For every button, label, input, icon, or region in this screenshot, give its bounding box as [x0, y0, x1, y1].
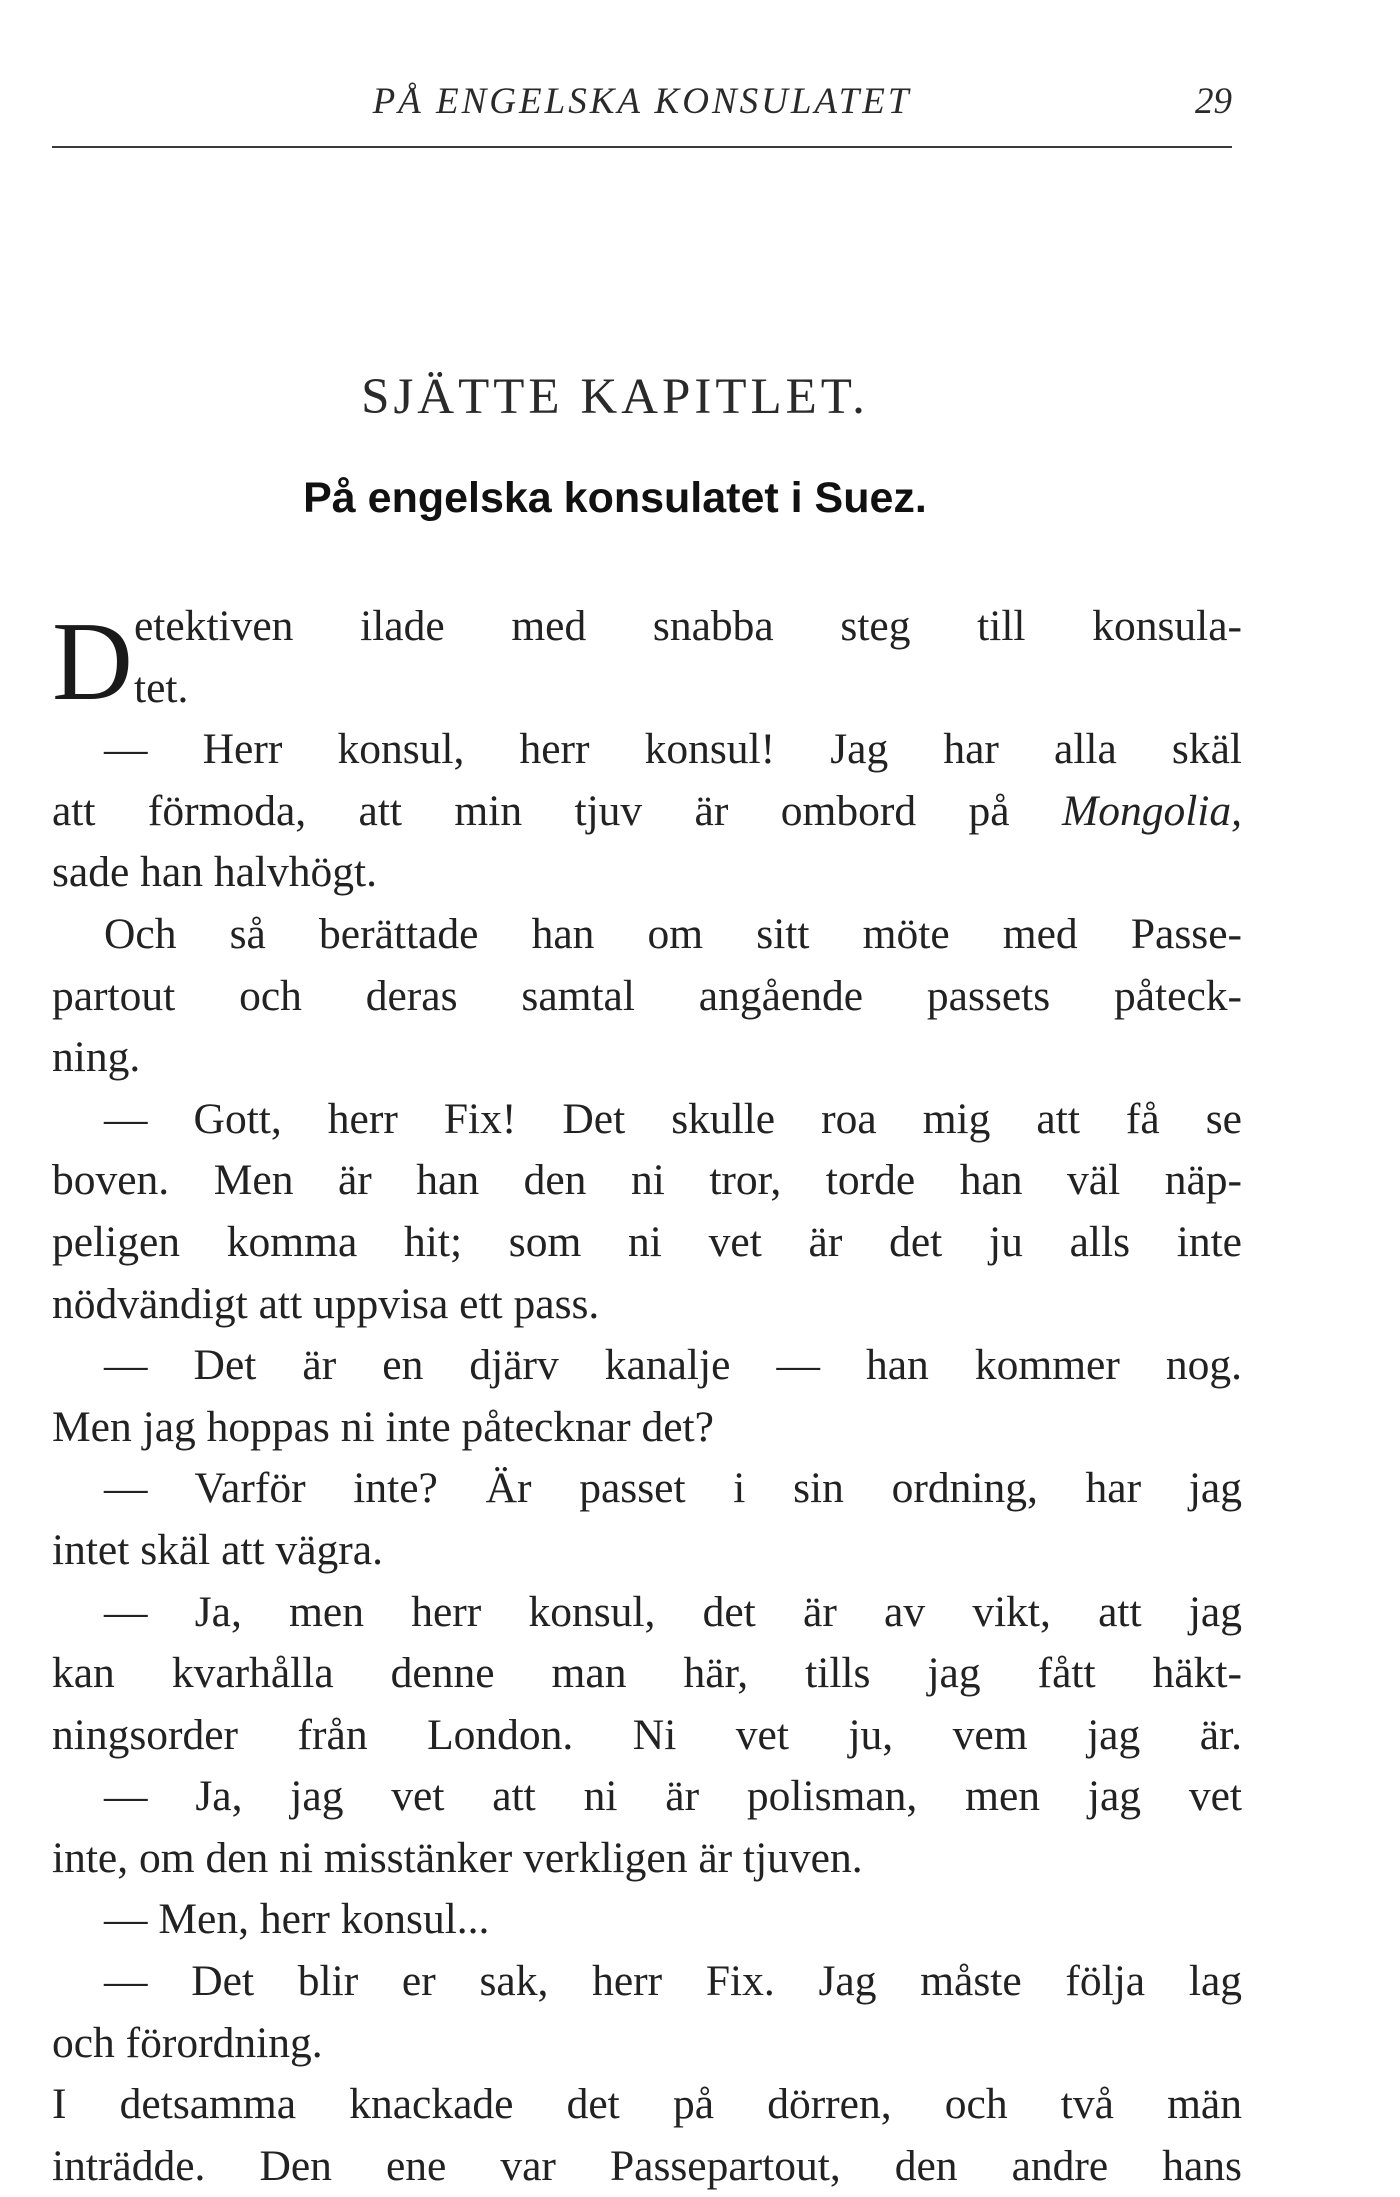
text-line: ning.: [52, 1033, 141, 1082]
text-line: — Ja, men herr konsul, det är av vikt, att jag: [104, 1587, 1242, 1636]
text-line: partout och deras samtal angående passets påteck-: [52, 971, 1242, 1020]
page-number: 29: [1195, 81, 1232, 122]
text-line: ningsorder från London. Ni vet ju, vem jag är.: [52, 1710, 1242, 1759]
text-line: intet skäl att vägra.: [52, 1525, 383, 1574]
line-text: att förmoda, att min tjuv är ombord på: [52, 786, 1062, 835]
text-line: I detsamma knackade det på dörren, och två män: [52, 2080, 1242, 2129]
line-text: etektiven ilade med snabba steg till konsula-: [134, 602, 1242, 650]
text-line: Och så berättade han om sitt möte med Passe-: [104, 909, 1242, 958]
text-line: tet.: [134, 663, 189, 712]
page-header: [52, 80, 1232, 130]
text-line: — Herr konsul, herr konsul! Jag har alla skäl: [104, 725, 1242, 774]
text-line: peligen komma hit; som ni vet är det ju alls inte: [52, 1217, 1242, 1266]
body-text: [52, 596, 1242, 2197]
text-line: [52, 781, 1242, 843]
text-line: sade han halvhögt.: [52, 848, 377, 897]
text-line: och förordning.: [52, 2018, 323, 2067]
text-line: inte, om den ni misstänker verkligen är tjuven.: [52, 1833, 863, 1882]
text-line: — Det är en djärv kanalje — han kommer nog.: [104, 1341, 1242, 1390]
running-title: PÅ ENGELSKA KONSULATET: [372, 81, 912, 122]
header-rule: [52, 146, 1232, 148]
chapter-subtitle: På engelska konsulatet i Suez.: [303, 474, 927, 522]
text-line: inträdde. Den ene var Passepartout, den andre hans: [52, 2141, 1242, 2190]
text-line: — Men, herr konsul...: [104, 1895, 490, 1944]
text-line: Men jag hoppas ni inte påtecknar det?: [52, 1402, 714, 1451]
text-line: — Gott, herr Fix! Det skulle roa mig att få se: [104, 1094, 1242, 1143]
chapter-heading: SJÄTTE KAPITLET.: [361, 369, 869, 425]
text-line: boven. Men är han den ni tror, torde han väl näp-: [52, 1156, 1242, 1205]
text-line: — Varför inte? Är passet i sin ordning, har jag: [104, 1464, 1242, 1513]
ship-name: Mongolia,: [1061, 786, 1242, 835]
drop-cap: D: [52, 600, 133, 724]
text-line: — Ja, jag vet att ni är polisman, men jag vet: [104, 1772, 1242, 1821]
text-line: kan kvarhålla denne man här, tills jag fått häkt-: [52, 1649, 1242, 1698]
text-line: nödvändigt att uppvisa ett pass.: [52, 1279, 600, 1328]
text-line: — Det blir er sak, herr Fix. Jag måste följa lag: [104, 1957, 1242, 2006]
